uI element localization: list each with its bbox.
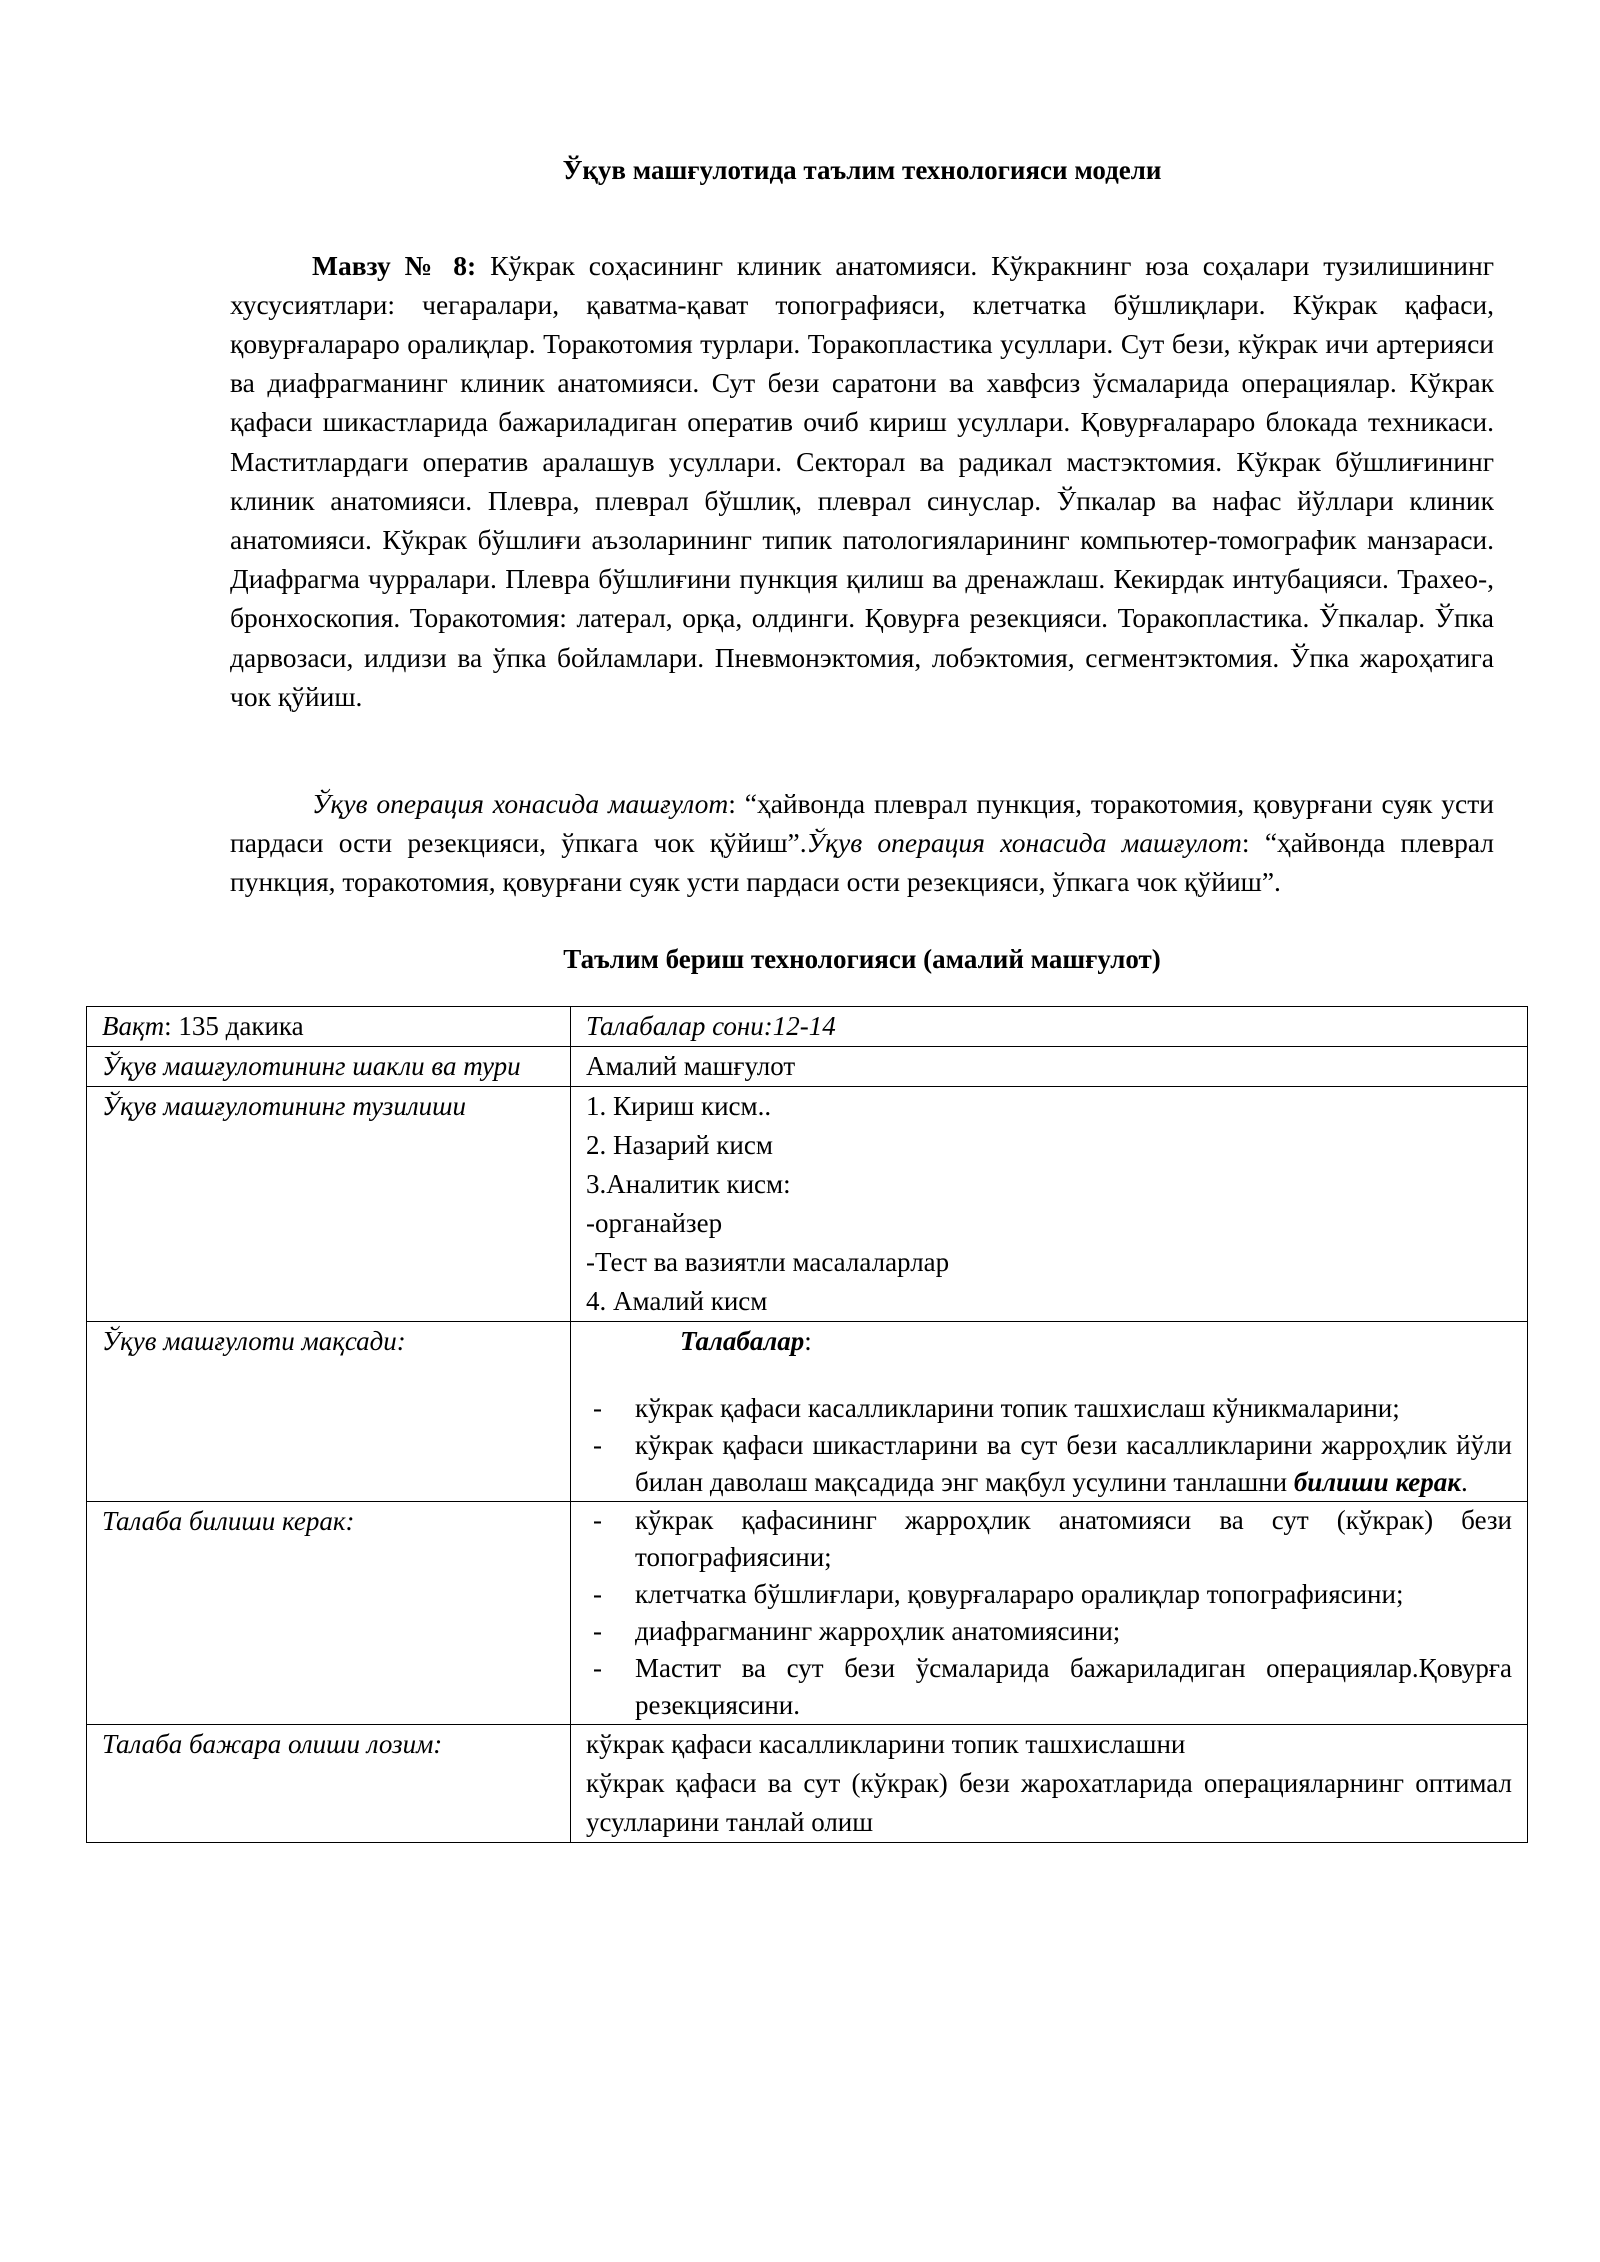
list-item: - кўкрак қафаси касалликларини топик ташхислаш кўникмаларини;	[586, 1390, 1512, 1427]
goal-must-know: билиши керак	[1293, 1467, 1461, 1497]
goal-heading: Талабалар	[680, 1326, 805, 1356]
structure-item: 2. Назарий кисм	[586, 1130, 773, 1160]
list-item: - клетчатка бўшлиғлари, қовурғалараро оралиқлар топографиясини;	[586, 1576, 1512, 1613]
list-item: - кўкрак қафасининг жарроҳлик анатомияси ва сут (кўкрак) бези топографиясини;	[586, 1502, 1512, 1576]
topic-text: Кўкрак соҳасининг клиник анатомияси. Кўкракнинг юза соҳалари тузилишининг хусусиятлари: чегаралари, қаватма-қават топографияси, клетчатка бўшлиқлари. Кўкрак қафаси, қовурғалараро оралиқлар. Торакотомия турлари. Торакопластика усуллари. Сут бези, кўкрак ичи артерияси ва диафрагманинг клиник анатомияси. Сут бези саратони ва хавфсиз ўсмаларида операциялар. Кўкрак қафаси шикастларида бажариладиган оператив очиб кириш усуллари. Қовурғалараро блокада техникаси. Маститлардаги оператив аралашув усуллари. Секторал ва радикал мастэктомия. Кўкрак бўшлиғининг клиник анатомияси. Плевра, плеврал бўшлиқ, плеврал синуслар. Ўпкалар ва нафас йўллари клиник анатомияси. Кўкрак бўшлиғи аъзоларининг типик патологияларининг компьютер-томографик манзараси. Диафрагма чурралари. Плевра бўшлиғини пункция қилиш ва дренажлаш. Кекирдак интубацияси. Трахео-, бронхоскопия. Торакотомия: латерал, орқа, олдинги. Қовурға резекцияси. Торакопластика. Ўпкалар. Ўпка дарвозаси, илдизи ва ўпка бойламлари. Пневмонэктомия, лобэктомия, сегментэктомия. Ўпка жароҳатига чок қўйиш.	[230, 249, 1495, 712]
form-label: Ўқув машғулотининг шакли ва тури	[102, 1051, 521, 1081]
know-label: Талаба билиши керак:	[102, 1506, 355, 1536]
table-row	[87, 1047, 1528, 1087]
structure-item: 3.Аналитик кисм:	[586, 1169, 791, 1199]
time-value: : 135 дакика	[164, 1011, 304, 1041]
table-row	[87, 1007, 1528, 1047]
goal-list	[586, 1390, 1512, 1501]
table-title: Таълим бериш технологияси (амалий машғулот)	[563, 944, 1161, 974]
form-value: Амалий машғулот	[586, 1051, 796, 1081]
table-row	[87, 1322, 1528, 1502]
table-cell	[571, 1502, 1528, 1725]
table-cell	[571, 1322, 1528, 1502]
list-item: - диафрагманинг жарроҳлик анатомиясини;	[586, 1613, 1512, 1650]
goal-end: .	[1460, 1467, 1468, 1497]
structure-item: 4. Амалий кисм	[586, 1286, 768, 1316]
goal-item-text: кўкрак қафаси шикастларини ва сут бези касалликларини жарроҳлик йўли билан даволаш мақсадида энг мақбул усулини танлашни	[635, 1430, 1512, 1497]
goal-label: Ўқув машғулоти мақсади:	[102, 1326, 406, 1356]
structure-item: 1. Кириш кисм..	[586, 1091, 772, 1121]
goal-heading-colon: :	[804, 1326, 812, 1356]
table-cell	[87, 1322, 571, 1502]
structure-item: -органайзер	[586, 1208, 723, 1238]
topic-number: Мавзу № 8:	[312, 249, 477, 281]
table-cell	[571, 1725, 1528, 1843]
lesson-table	[86, 1006, 1528, 1843]
table-cell	[571, 1047, 1528, 1087]
table-cell	[87, 1047, 571, 1087]
know-list	[586, 1502, 1512, 1724]
list-item	[586, 1427, 1512, 1501]
table-cell	[571, 1007, 1528, 1047]
page-title: Ўқув машғулотида таълим технологияси модели	[562, 155, 1162, 185]
do-item: кўкрак қафаси ва сут (кўкрак) бези жарохатларида операцияларнинг оптимал усулларини танлай олиш	[586, 1768, 1512, 1837]
do-label: Талаба бажара олиши лозим:	[102, 1729, 443, 1759]
table-row	[87, 1502, 1528, 1725]
do-item: кўкрак қафаси касалликларини топик ташхислашни	[586, 1729, 1186, 1759]
table-cell	[571, 1087, 1528, 1322]
list-item: - Мастит ва сут бези ўсмаларида бажариладиган операциялар.Қовурға резекциясини.	[586, 1650, 1512, 1724]
table-row	[87, 1087, 1528, 1322]
table-cell	[87, 1087, 571, 1322]
topic-paragraph	[230, 246, 1494, 716]
structure-item: -Тест ва вазиятли масалаларлар	[586, 1247, 950, 1277]
practice-paragraph	[230, 784, 1494, 902]
table-cell	[87, 1725, 571, 1843]
practice-text-1: : “ҳайвонда плеврал пункция, торакотомия, қовурғани суяк усти пардаси ости резекцияси, ўпкага чок қўйиш”.	[230, 787, 1494, 858]
students-count: Талабалар сони:12-14	[586, 1011, 836, 1041]
practice-label-2: Ўқув операция хонасида машғулот	[806, 826, 1242, 858]
practice-text-2: : “ҳайвонда плеврал пункция, торакотомия, қовурғани суяк усти пардаси ости резекцияси, ўпкага чок қўйиш”.	[230, 826, 1494, 897]
time-label: Вақт	[102, 1011, 165, 1041]
table-cell	[87, 1007, 571, 1047]
table-cell	[87, 1502, 571, 1725]
structure-label: Ўқув машғулотининг тузилиши	[102, 1091, 466, 1121]
table-row	[87, 1725, 1528, 1843]
practice-label-1: Ўқув операция хонасида машғулот	[312, 787, 729, 819]
